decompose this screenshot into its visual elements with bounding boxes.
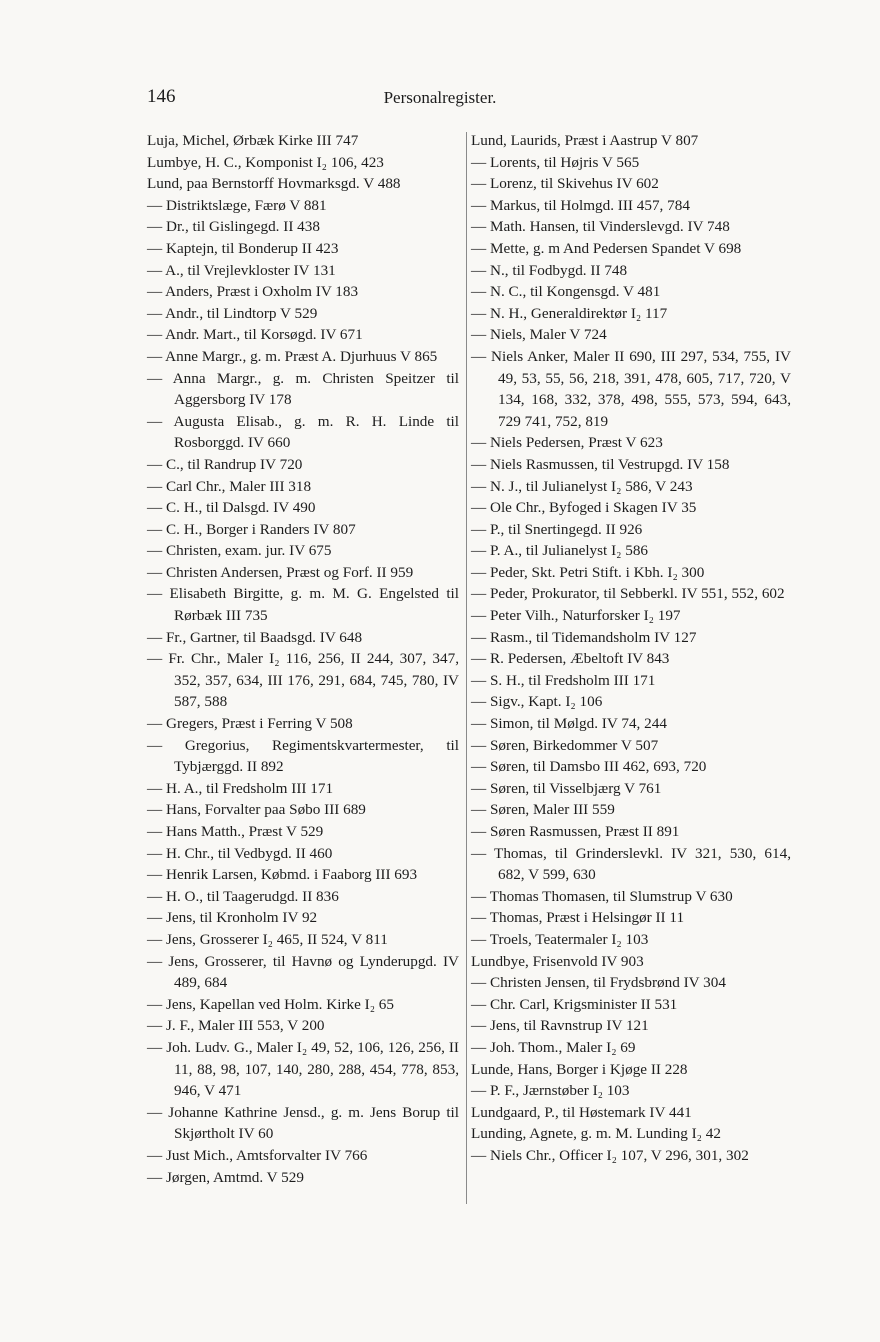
register-entry: — Anna Margr., g. m. Christen Speitzer til Aggersborg IV 178: [147, 369, 459, 409]
register-entry: — N. C., til Kongensgd. V 481: [471, 283, 661, 301]
register-entry: — N. H., Generaldirektør I₂ 117: [471, 304, 668, 322]
register-entry: Lunde, Hans, Borger i Kjøge II 228: [471, 1060, 688, 1078]
register-entry: — Niels, Maler V 724: [471, 326, 607, 344]
register-entry: — Markus, til Holmgd. III 457, 784: [471, 196, 690, 214]
register-entry: — Troels, Teatermaler I₂ 103: [471, 930, 649, 948]
register-entry: — Andr., til Lindtorp V 529: [147, 304, 318, 322]
register-entry: — Christen Jensen, til Frydsbrønd IV 304: [471, 974, 726, 992]
register-entry: — Anne Margr., g. m. Præst A. Djurhuus V 865: [147, 347, 438, 365]
register-entry: — Jens, Grosserer, til Havnø og Lynderupgd. IV 489, 684: [147, 952, 459, 992]
register-entry: — Peder, Prokurator, til Sebberkl. IV 551, 552, 602: [471, 585, 785, 603]
register-entry: — Fr. Chr., Maler I₂ 116, 256, II 244, 307, 347, 352, 357, 634, III 176, 291, 684, 745, 780, IV 587, 588: [147, 650, 459, 711]
register-entry: — Peter Vilh., Naturforsker I₂ 197: [471, 607, 681, 625]
register-entry: — Thomas, til Grinderslevkl. IV 321, 530, 614, 682, V 599, 630: [471, 844, 791, 884]
register-entry: — Søren, til Visselbjærg V 761: [471, 779, 662, 797]
register-entry: — N., til Fodbygd. II 748: [471, 261, 628, 279]
register-entry: — H. O., til Taagerudgd. II 836: [147, 887, 339, 905]
register-entry: — C., til Randrup IV 720: [147, 455, 303, 473]
register-entry: Lumbye, H. C., Komponist I₂ 106, 423: [147, 153, 384, 171]
register-entry: — H. A., til Fredsholm III 171: [147, 779, 334, 797]
register-entry: — Rasm., til Tidemandsholm IV 127: [471, 628, 697, 646]
register-entry: — Søren, Birkedommer V 507: [471, 736, 659, 754]
register-entry: — Distriktslæge, Færø V 881: [147, 196, 327, 214]
register-entry: Lundbye, Frisenvold IV 903: [471, 952, 644, 970]
register-entry: — Søren, til Damsbo III 462, 693, 720: [471, 758, 707, 776]
register-entry: Lund, Laurids, Præst i Aastrup V 807: [471, 132, 699, 149]
register-entry: Luja, Michel, Ørbæk Kirke III 747: [147, 132, 359, 149]
register-entry: — Thomas, Præst i Helsingør II 11: [471, 909, 685, 927]
register-entry: — Henrik Larsen, Købmd. i Faaborg III 693: [147, 866, 418, 884]
register-entry: — C. H., Borger i Randers IV 807: [147, 520, 356, 538]
register-entry: — Augusta Elisab., g. m. R. H. Linde til Rosborggd. IV 660: [147, 412, 459, 452]
register-entry: — Christen Andersen, Præst og Forf. II 959: [147, 563, 414, 581]
register-entry: — Joh. Ludv. G., Maler I₂ 49, 52, 106, 126, 256, II 11, 88, 98, 107, 140, 280, 288, 454, 778, 853, 946, V 471: [147, 1038, 459, 1100]
register-entry: — Mette, g. m And Pedersen Spandet V 698: [471, 239, 742, 257]
register-entry: — C. H., til Dalsgd. IV 490: [147, 499, 316, 517]
register-entry: — P. A., til Julianelyst I₂ 586: [471, 542, 649, 560]
register-entry: — Lorenz, til Skivehus IV 602: [471, 175, 659, 193]
register-entry: — Carl Chr., Maler III 318: [147, 477, 312, 495]
register-entry: — P., til Snertingegd. II 926: [471, 520, 643, 538]
register-entry: — Gregorius, Regimentskvartermester, til Tybjærggd. II 892: [147, 736, 459, 776]
column-divider: [466, 132, 467, 1204]
register-entry: — Jens, Kapellan ved Holm. Kirke I₂ 65: [147, 995, 394, 1013]
register-entry: — Gregers, Præst i Ferring V 508: [147, 715, 353, 733]
register-entry: — Elisabeth Birgitte, g. m. M. G. Engelsted til Rørbæk III 735: [147, 585, 459, 625]
register-entry: — Søren, Maler III 559: [471, 801, 615, 819]
register-entry: — Jens, til Ravnstrup IV 121: [471, 1017, 649, 1035]
register-entry: — Søren Rasmussen, Præst II 891: [471, 823, 680, 840]
register-entry: — Niels Anker, Maler II 690, III 297, 534, 755, IV 49, 53, 55, 56, 218, 391, 478, 605, 717, 720, V 134, 168, 332, 378, 498, 555, 573, 594, 643, 729 741, 752, 819: [471, 347, 791, 430]
register-entry: — Niels Rasmussen, til Vestrupgd. IV 158: [471, 455, 730, 473]
register-entry: — Ole Chr., Byfoged i Skagen IV 35: [471, 499, 697, 517]
register-entry: — Lorents, til Højris V 565: [471, 153, 640, 171]
register-entry: — Joh. Thom., Maler I₂ 69: [471, 1038, 636, 1056]
register-entry: — Sigv., Kapt. I₂ 106: [471, 693, 603, 711]
register-entry: — Christen, exam. jur. IV 675: [147, 542, 332, 560]
register-entry: — Jens, til Kronholm IV 92: [147, 909, 318, 927]
register-entry: — Niels Chr., Officer I₂ 107, V 296, 301, 302: [471, 1146, 749, 1164]
register-entry: — Fr., Gartner, til Baadsgd. IV 648: [147, 628, 363, 646]
register-entry: — Kaptejn, til Bonderup II 423: [147, 239, 339, 257]
register-entry: Lunding, Agnete, g. m. M. Lunding I₂ 42: [471, 1125, 721, 1143]
register-entry: — Anders, Præst i Oxholm IV 183: [147, 283, 359, 301]
register-entry: — N. J., til Julianelyst I₂ 586, V 243: [471, 477, 693, 495]
register-entry: — Peder, Skt. Petri Stift. i Kbh. I₂ 300: [471, 563, 705, 581]
register-entry: — S. H., til Fredsholm III 171: [471, 671, 656, 689]
register-entry: Lund, paa Bernstorff Hovmarksgd. V 488: [147, 175, 401, 193]
register-entry: — H. Chr., til Vedbygd. II 460: [147, 844, 333, 862]
register-entry: — Chr. Carl, Krigsminister II 531: [471, 995, 678, 1013]
running-head: Personalregister.: [383, 88, 497, 107]
register-entry: — Jørgen, Amtmd. V 529: [147, 1168, 304, 1186]
register-entry: — J. F., Maler III 553, V 200: [147, 1017, 325, 1035]
register-entry: — Hans, Forvalter paa Søbo III 689: [147, 801, 366, 819]
register-entry: — Niels Pedersen, Præst V 623: [471, 434, 663, 452]
page-number: 146: [147, 86, 176, 107]
register-entry: — A., til Vrejlevkloster IV 131: [147, 261, 336, 279]
register-entry: — Dr., til Gislingegd. II 438: [147, 218, 320, 236]
register-entry: — Math. Hansen, til Vinderslevgd. IV 748: [471, 218, 730, 236]
left-column: [147, 130, 459, 1188]
register-entry: — P. F., Jærnstøber I₂ 103: [471, 1082, 630, 1100]
register-entry: — Simon, til Mølgd. IV 74, 244: [471, 715, 667, 733]
register-entry: — Thomas Thomasen, til Slumstrup V 630: [471, 887, 733, 905]
register-entry: — Jens, Grosserer I₂ 465, II 524, V 811: [147, 930, 388, 948]
right-column: [471, 130, 791, 1167]
register-entry: Lundgaard, P., til Høstemark IV 441: [471, 1103, 692, 1121]
register-entry: — Just Mich., Amtsforvalter IV 766: [147, 1146, 368, 1164]
register-entry: — Hans Matth., Præst V 529: [147, 823, 324, 840]
register-entry: — Andr. Mart., til Korsøgd. IV 671: [147, 326, 363, 344]
register-entry: — R. Pedersen, Æbeltoft IV 843: [471, 650, 670, 668]
register-entry: — Johanne Kathrine Jensd., g. m. Jens Borup til Skjørtholt IV 60: [147, 1103, 459, 1143]
